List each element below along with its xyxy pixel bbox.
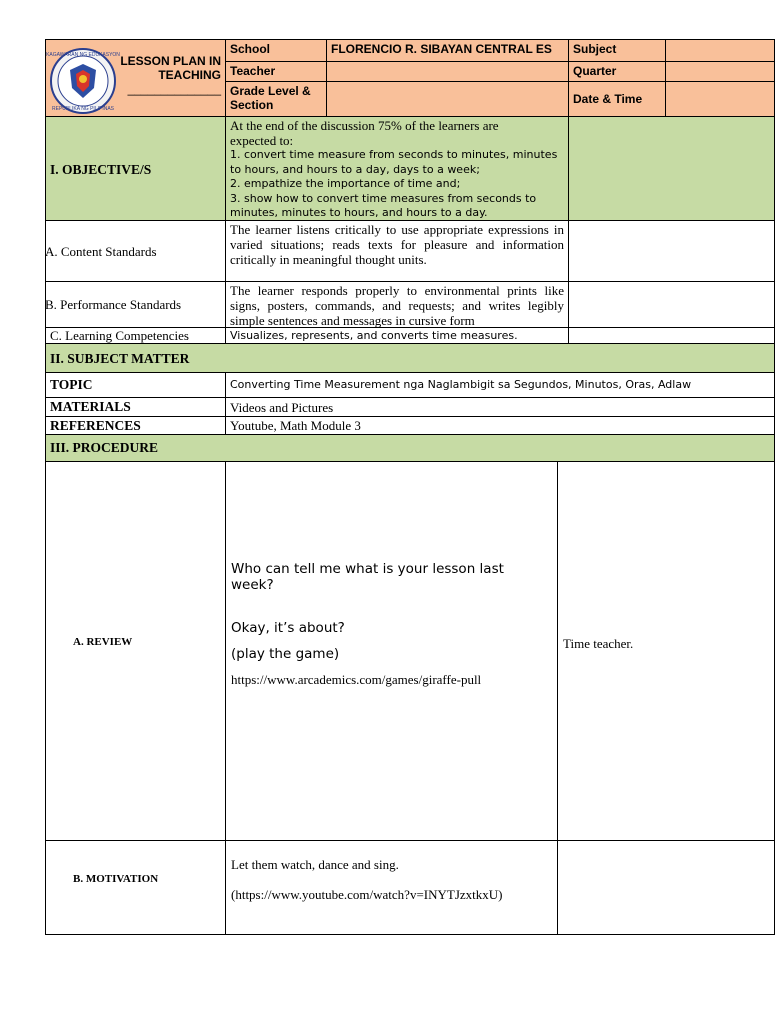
review-content-cell bbox=[225, 461, 558, 841]
performance-standards-text: The learner responds properly to environmental prints like signs, posters, commands, and requests; and writes legibly simple sentences and messages in cursive form bbox=[225, 281, 569, 328]
review-content bbox=[231, 561, 549, 688]
grade-section-label: Grade Level & Section bbox=[225, 81, 327, 117]
performance-standards-label: B. Performance Standards bbox=[45, 297, 182, 312]
motivation-label-cell bbox=[45, 840, 226, 935]
performance-standards-label-cell bbox=[45, 281, 226, 328]
motivation-text: Let them watch, dance and sing. bbox=[231, 857, 399, 872]
content-standards-text: The learner listens critically to use appropriate expressions in varied situations; reads texts for pleasure and information critically in meaningful thought units. bbox=[225, 220, 569, 282]
review-question: Who can tell me what is your lesson last week? bbox=[231, 561, 504, 593]
performance-standards-notes bbox=[568, 281, 775, 328]
school-label: School bbox=[225, 39, 327, 62]
materials-label-cell bbox=[45, 397, 226, 417]
content-standards-label: A. Content Standards bbox=[45, 244, 157, 259]
svg-text:REPUBLIKA NG PILIPINAS: REPUBLIKA NG PILIPINAS bbox=[52, 106, 114, 112]
content-standards-label-cell bbox=[45, 220, 226, 282]
content-standards-notes bbox=[568, 220, 775, 282]
review-game-link[interactable]: https://www.arcademics.com/games/giraffe-pull bbox=[231, 672, 482, 687]
learning-competencies-notes bbox=[568, 327, 775, 344]
objective-item-3: 3. show how to convert time measures from seconds to minutes, minutes to hours, and hours to a day. bbox=[230, 191, 537, 219]
review-label: A. REVIEW bbox=[73, 636, 133, 648]
topic-value-cell bbox=[225, 372, 775, 398]
objective-item-1: 1. convert time measure from seconds to minutes, minutes to hours, and hours to a day, days to a week; bbox=[230, 148, 558, 176]
motivation-content bbox=[231, 857, 503, 903]
subject-matter-heading: II. SUBJECT MATTER bbox=[50, 351, 190, 366]
learning-competencies-text: Visualizes, represents, and converts time measures. bbox=[225, 327, 569, 344]
grade-section-value[interactable] bbox=[326, 81, 569, 117]
topic-label: TOPIC bbox=[50, 377, 93, 392]
date-time-value[interactable] bbox=[665, 81, 775, 117]
learning-competencies-label-cell bbox=[45, 327, 226, 344]
learning-competencies-label: C. Learning Competencies bbox=[50, 328, 189, 343]
date-time-label: Date & Time bbox=[568, 81, 666, 117]
materials-value: Videos and Pictures bbox=[230, 400, 334, 415]
lesson-plan-title: LESSON PLAN IN TEACHING ______________ bbox=[120, 54, 221, 96]
header-title-cell bbox=[45, 39, 226, 117]
subject-value[interactable] bbox=[665, 39, 775, 62]
objectives-notes-cell bbox=[568, 116, 775, 221]
procedure-heading: III. PROCEDURE bbox=[50, 440, 159, 455]
references-label-cell bbox=[45, 416, 226, 435]
motivation-label: B. MOTIVATION bbox=[73, 873, 159, 885]
materials-value-cell bbox=[225, 397, 775, 417]
motivation-response-cell bbox=[557, 840, 775, 935]
review-label-cell bbox=[45, 461, 226, 841]
objectives-text-cell bbox=[225, 116, 569, 221]
subject-label: Subject bbox=[568, 39, 666, 62]
deped-seal-logo bbox=[46, 48, 120, 114]
review-response-cell bbox=[557, 461, 775, 841]
motivation-video-link[interactable]: (https://www.youtube.com/watch?v=INYTJzxtkxU) bbox=[231, 887, 503, 902]
subject-matter-heading-cell bbox=[45, 343, 775, 373]
materials-label: MATERIALS bbox=[50, 399, 131, 414]
quarter-value[interactable] bbox=[665, 61, 775, 82]
objectives-heading-cell bbox=[45, 116, 226, 221]
references-value-cell bbox=[225, 416, 775, 435]
objectives-intro: At the end of the discussion 75% of the learners are expected to: bbox=[230, 118, 499, 148]
objectives-heading: I. OBJECTIVE/S bbox=[50, 162, 152, 177]
teacher-label: Teacher bbox=[225, 61, 327, 82]
review-game: (play the game) bbox=[231, 646, 340, 662]
objective-item-2: 2. empathize the importance of time and; bbox=[230, 177, 461, 190]
svg-text:KAGAWARAN NG EDUKASYON: KAGAWARAN NG EDUKASYON bbox=[46, 52, 120, 58]
teacher-value[interactable] bbox=[326, 61, 569, 82]
quarter-label: Quarter bbox=[568, 61, 666, 82]
references-label: REFERENCES bbox=[50, 418, 141, 433]
school-value: FLORENCIO R. SIBAYAN CENTRAL ES bbox=[326, 39, 569, 62]
motivation-content-cell bbox=[225, 840, 558, 935]
topic-label-cell bbox=[45, 372, 226, 398]
review-response: Time teacher. bbox=[563, 636, 634, 651]
references-value: Youtube, Math Module 3 bbox=[230, 418, 361, 433]
procedure-heading-cell bbox=[45, 434, 775, 462]
topic-value: Converting Time Measurement nga Naglambigit sa Segundos, Minutos, Oras, Adlaw bbox=[230, 378, 692, 391]
review-answer: Okay, it’s about? bbox=[231, 620, 345, 636]
